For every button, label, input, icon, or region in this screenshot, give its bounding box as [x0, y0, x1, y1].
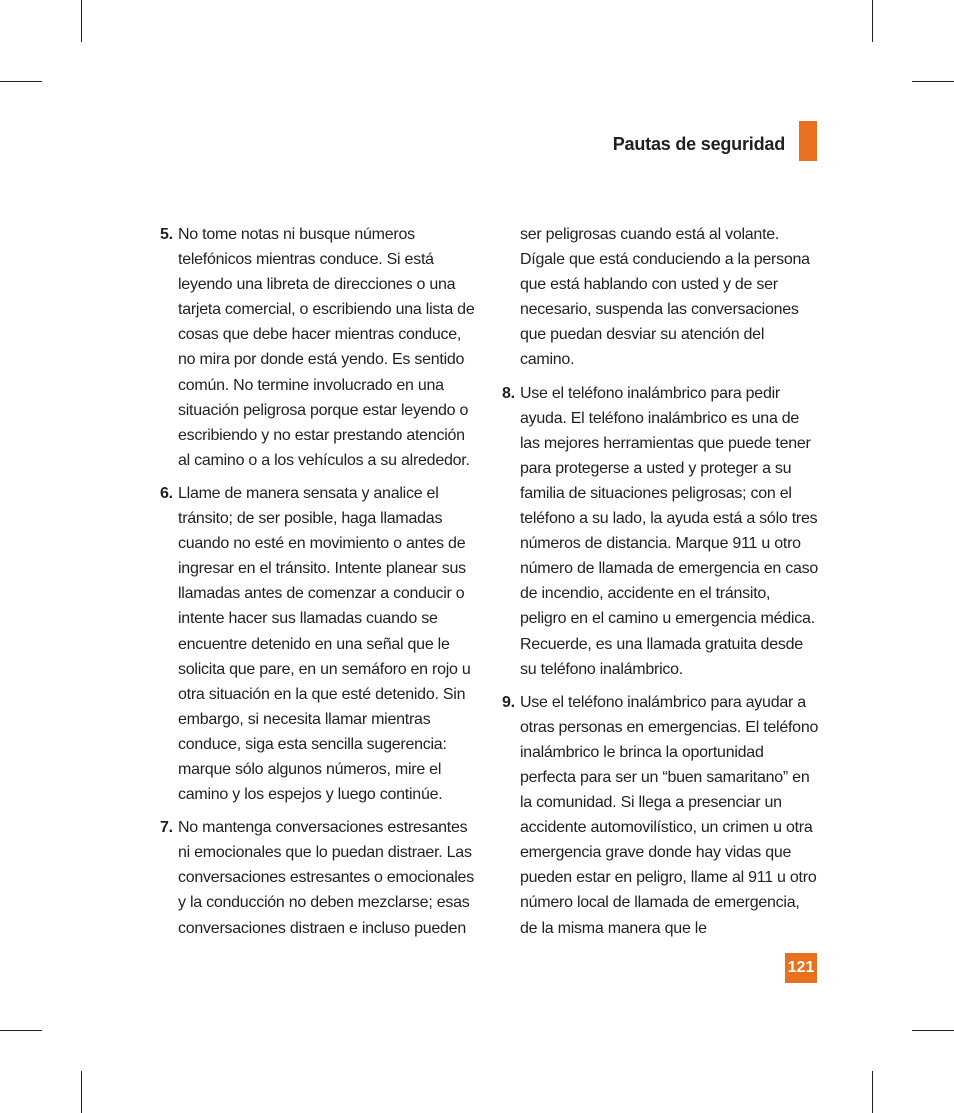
crop-mark [912, 81, 954, 82]
crop-mark [872, 1071, 873, 1113]
list-item [160, 815, 478, 940]
item-number: 8. [502, 384, 515, 402]
left-column [160, 222, 478, 949]
item-number: 7. [160, 819, 173, 837]
item-text: No tome notas ni busque números telefónicos mientras conduce. Si está leyendo una libreta de direcciones o una tarjeta comercial, o escribiendo una lista de cosas que debe hacer mientras conduce, no mira por donde está yendo. Es sentido común. No termine involucrado en una situación peligrosa porque estar leyendo o escribiendo y no estar prestando atención al camino o a los vehículos a su alrededor. [178, 226, 475, 469]
section-title: Pautas de seguridad [612, 134, 785, 154]
crop-mark [872, 0, 873, 42]
item-number: 9. [502, 693, 515, 711]
list-item [502, 690, 820, 941]
crop-mark [81, 1071, 82, 1113]
item-number: 5. [160, 226, 173, 243]
crop-mark [0, 1030, 42, 1031]
item-text: Use el teléfono inalámbrico para ayudar a otras personas en emergencias. El teléfono inalámbrico le brinca la oportunidad perfecta para ser un “buen samaritano” en la comunidad. Si llega a presenciar un accidente automovilístico, un crimen u otra emergencia grave donde hay vidas que pueden estar en peligro, llame al 911 u otro número local de llamada de emergencia, de la misma manera que le [520, 693, 819, 937]
list-item [160, 222, 478, 473]
crop-mark [0, 81, 42, 82]
list-item [502, 381, 820, 682]
item-text: Llame de manera sensata y analice el tránsito; de ser posible, haga llamadas cuando no esté en movimiento o antes de ingresar en el tránsito. Intente planear sus llamadas antes de comenzar a conducir o intente hacer sus llamadas cuando se encuentre detenido en una señal que le solicita que pare, en un semáforo en rojo u otra situación en la que esté detenido. Sin embargo, si necesita llamar mientras conduce, siga esta sencilla sugerencia: marque sólo algunos números, mire el camino y los espejos y luego continúe. [178, 484, 471, 804]
item-text: Use el teléfono inalámbrico para pedir ayuda. El teléfono inalámbrico es una de las mejores herramientas que puede tener para protegerse a usted y proteger a su familia de situaciones peligrosas; con el teléfono a su lado, la ayuda está a sólo tres números de distancia. Marque 911 u otro número de llamada de emergencia en caso de incendio, accidente en el tránsito, peligro en el camino u emergencia médica. Recuerde, es una llamada gratuita desde su teléfono inalámbrico. [520, 384, 818, 678]
continued-text: ser peligrosas cuando está al volante. Dígale que está conduciendo a la persona que está hablando con usted y de ser necesario, suspenda las conversaciones que puedan desviar su atención del camino. [520, 226, 810, 369]
item-number: 6. [160, 484, 173, 502]
crop-mark [81, 0, 82, 42]
list-item [160, 481, 478, 807]
crop-mark [912, 1030, 954, 1031]
page-number: 121 [785, 953, 817, 983]
item-text: No mantenga conversaciones estresantes ni emocionales que lo puedan distraer. Las conversaciones estresantes o emocionales y la conducción no deben mezclarse; esas conversaciones distraen e incluso pueden [178, 819, 474, 937]
right-column [502, 222, 820, 949]
section-tab-marker [799, 121, 817, 161]
